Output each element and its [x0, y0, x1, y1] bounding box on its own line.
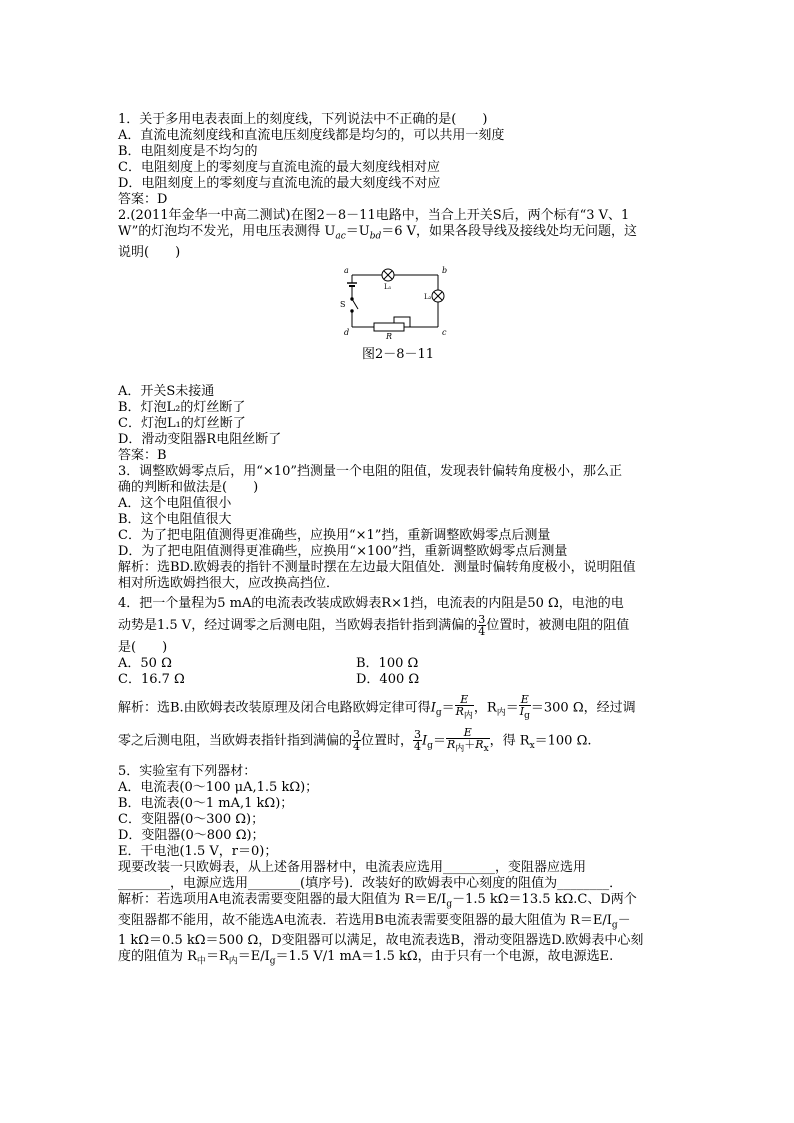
question-4-stem-line-1: 4．把一个量程为5 mA的电流表改装成欧姆表R×1挡，电流表的内阻是50 Ω，电池的电	[118, 595, 624, 611]
question-2-option-c: C．灯泡L₁的灯丝断了	[118, 415, 246, 431]
question-5-line-2: ________，电源应选用________(填序号)．改装好的欧姆表中心刻度的阻值为________．	[118, 875, 623, 891]
question-2-option-a: A．开关S未接通	[118, 383, 215, 399]
question-5-analysis-line-3: 1 kΩ＝0.5 kΩ＝500 Ω，D变阻器可以满足，故电流表选B，滑动变阻器选D.欧姆表中心刻	[118, 933, 644, 949]
circuit-diagram	[338, 265, 458, 341]
question-3-option-c: C．为了把电阻值测得更准确些，应换用“×1”挡，重新调整欧姆零点后测量	[118, 527, 551, 543]
question-1-option-a: A．直流电流刻度线和直流电压刻度线都是均匀的，可以共用一刻度	[118, 128, 505, 143]
question-4-stem-line-3: 是( )	[118, 639, 168, 655]
question-5-line-1: 现要改装一只欧姆表，从上述备用器材中，电流表应选用________，变阻器应选用	[118, 859, 587, 875]
question-5-stem: 5．实验室有下列器材：	[118, 763, 257, 779]
question-4-options-row-2	[118, 672, 678, 688]
switch-label: S	[340, 299, 346, 309]
question-5-option-b: B．电流表(0～1 mA,1 kΩ)；	[118, 795, 294, 811]
fraction-three-quarters: $\frac{3}{4}$	[478, 612, 486, 638]
resistor-label: R	[386, 331, 393, 341]
question-1-stem: 1．关于多用电表表面上的刻度线，下列说法中不正确的是( )	[118, 112, 488, 127]
question-3-option-b: B．这个电阻值很大	[118, 511, 232, 527]
node-b-label: b	[442, 265, 448, 275]
lamp-l1-label: L₁	[384, 282, 392, 291]
question-2-answer: 答案：B	[118, 447, 167, 463]
circuit-figure	[118, 265, 678, 362]
question-4-option-c: C．16.7 Ω	[118, 671, 185, 687]
question-5-option-c: C．变阻器(0～300 Ω)；	[118, 811, 265, 827]
question-5-option-d: D．变阻器(0～800 Ω)；	[118, 827, 265, 843]
node-d-label: d	[344, 327, 350, 337]
question-4-option-b: B．100 Ω	[356, 655, 419, 671]
question-5-option-a: A．电流表(0～100 μA,1.5 kΩ)；	[118, 779, 319, 795]
question-2-stem-line-3: 说明( )	[118, 244, 181, 260]
question-1-option-b: B．电阻刻度是不均匀的	[118, 144, 258, 159]
question-4-analysis-line-1: 解析：选B.由欧姆表改装原理及闭合电路欧姆定律可得$I_g=$ $\frac{E}{R_内}$ ，$R_内=$ $\frac{E}{I_g}$ ＝300 Ω，经过调	[118, 692, 636, 721]
question-3-analysis-line-1: 解析：选BD.欧姆表的指针不测量时摆在左边最大阻值处．测量时偏转角度极小，说明阻值	[118, 559, 636, 575]
question-5-analysis-line-2: 变阻器都不能用，故不能选A电流表．若选用B电流表需要变阻器的最大阻值为 $R=E/I_g-$	[118, 912, 631, 931]
question-2-option-d: D．滑动变阻器R电阻丝断了	[118, 431, 282, 447]
question-1-option-d: D．电阻刻度上的零刻度与直流电流的最大刻度线不对应	[118, 176, 441, 191]
lamp-l2-label: L₂	[424, 292, 432, 301]
question-3-stem-line-2: 确的判断和做法是( )	[118, 479, 259, 495]
question-2-stem-line-2: W”的灯泡均不发光，用电压表测得 $U_{ac}=U_{bd}=6$ V，如果各段导线及接线处均无问题，这	[118, 224, 638, 242]
figure-caption: 图2－8－11	[361, 346, 435, 362]
question-1-option-c: C．电阻刻度上的零刻度与直流电流的最大刻度线相对应	[118, 160, 440, 175]
question-3-option-d: D．为了把电阻值测得更准确些，应换用“×100”挡，重新调整欧姆零点后测量	[118, 543, 568, 559]
question-4-option-d: D．400 Ω	[356, 671, 420, 687]
question-5-analysis-line-1: 解析：若选项用A电流表需要变阻器的最大阻值为 $R=E/I_g-1.5$ kΩ＝13.5 kΩ.C、D两个	[118, 891, 637, 910]
question-3-analysis-line-2: 相对所选欧姆挡很大，应改换高挡位．	[118, 575, 340, 591]
node-c-label: c	[442, 327, 447, 337]
question-2-stem-line-1: 2.(2011年金华一中高二测试)在图2－8－11电路中，当合上开关S后，两个标有“3 V、1	[118, 208, 630, 223]
question-3-option-a: A．这个电阻值很小	[118, 495, 232, 511]
question-5-analysis-line-4: 度的阻值为 $R_中=R_内=E/I_g=1.5$ V/1 mA＝1.5 kΩ，由于只有一个电源，故电源选E.	[118, 949, 614, 967]
question-1-answer: 答案：D	[118, 192, 168, 207]
question-4-options-row-1	[118, 656, 678, 672]
question-4-stem-line-2: 动势是1.5 V，经过调零之后测电阻，当欧姆表指针指到满偏的 $\frac{3}{4}$ 位置时，被测电阻的阻值	[118, 612, 630, 638]
question-3-stem-line-1: 3．调整欧姆零点后，用“×10”挡测量一个电阻的阻值，发现表针偏转角度极小，那么正	[118, 463, 622, 479]
question-4-analysis-line-2: 零之后测电阻，当欧姆表指针指到满偏的 $\frac{3}{4}$ 位置时， $\frac{3}{4}$ $I_g=$ $\frac{E}{R_内+R_x}$ ，得 $R_x=100$ Ω.	[118, 725, 592, 754]
document-page	[118, 112, 678, 970]
question-4-option-a: A．50 Ω	[118, 655, 172, 671]
question-5-option-e: E．干电池(1.5 V，r＝0)；	[118, 843, 278, 859]
question-2-option-b: B．灯泡L₂的灯丝断了	[118, 399, 246, 415]
node-a-label: a	[344, 265, 349, 275]
